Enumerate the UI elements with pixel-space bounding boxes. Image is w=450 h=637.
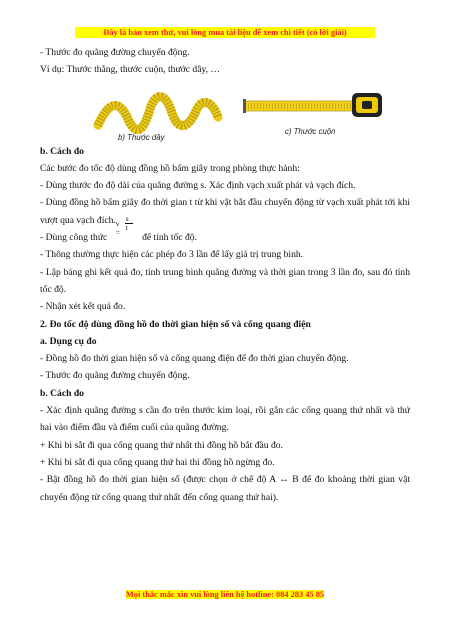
formula-lead: - Dùng công thức (40, 232, 108, 244)
formula-lhs: v = (115, 219, 120, 238)
hotline-text: Mọi thắc mắc xin vui lòng liên hệ hotline: 084 283 45 85 (125, 590, 325, 599)
paragraph-formula (40, 214, 410, 246)
speed-formula (110, 214, 140, 240)
formula-denominator: t (125, 223, 128, 233)
caption-tape-measure: b) Thước dây (118, 132, 165, 142)
paragraph: - Thước đo quãng đường chuyển động. (40, 47, 190, 58)
formula-numerator: s (125, 214, 129, 224)
paragraph: - Dùng thước đo độ dài của quãng đường s. Xác định vạch xuất phát và vạch đích. (40, 180, 356, 192)
paragraph: - Xác định quãng đường s cần đo trên thước kim loại, rồi gắn các cổng quang thứ nhất và thứ hai vào điểm đầu và điểm cuối của quãng đường. (40, 405, 410, 434)
preview-banner: Đây là bản xem thử, vui lòng mua tài liệu để xem chi tiết (có lời giải) (75, 27, 375, 38)
hotline-footer (0, 590, 450, 599)
section-heading: b. Cách đo (40, 145, 84, 157)
ruler-figure (40, 79, 410, 143)
paragraph: - Nhận xét kết quả đo. (40, 301, 126, 313)
paragraph: - Lập bảng ghi kết quả đo, tính trung bình quãng đường và thời gian trong 3 lần đo, sau đó tính tốc độ. (40, 266, 410, 295)
paragraph: - Thước đo quãng đường chuyển động. (40, 370, 190, 382)
paragraph: - Đồng hồ đo thời gian hiện số và cổng quang điện để đo thời gian chuyển động. (40, 353, 349, 365)
paragraph: + Khi bi sắt đi qua cổng quang thứ hai thì đồng hồ ngừng đo. (40, 456, 275, 468)
subsection-heading: a. Dụng cụ đo (40, 335, 97, 347)
document-body (40, 44, 410, 506)
section-heading: 2. Đo tốc độ dùng đồng hồ đo thời gian hiện số và cổng quang điện (40, 318, 311, 330)
paragraph: Ví dụ: Thước thẳng, thước cuộn, thước dây, … (40, 64, 221, 76)
tape-measure-illustration (40, 79, 410, 143)
subsection-heading: b. Cách đo (40, 387, 84, 399)
paragraph: - Thông thường thực hiện các phép đo 3 lần để lấy giá trị trung bình. (40, 249, 304, 261)
paragraph: + Khi bi sắt đi qua cổng quang thứ nhất thì đồng hồ bắt đầu đo. (40, 439, 283, 451)
paragraph: - Dùng đồng hồ bấm giây đo thời gian t từ khi vật bắt đầu chuyển động từ vạch xuất phát tới khi vượt qua vạch đích. (40, 197, 410, 226)
caption-roll-tape: c) Thước cuộn (285, 126, 336, 136)
paragraph: - Bật đồng hồ đo thời gian hiện số (được chọn ở chế độ A ↔ B để đo khoảng thời gian vật chuyển động từ cổng quang thứ nhất đến cổng quang thứ hai). (40, 474, 410, 503)
formula-tail: để tính tốc độ. (142, 232, 197, 244)
paragraph: Các bước đo tốc độ dùng đồng hồ bấm giây trong phòng thực hành: (40, 162, 300, 174)
